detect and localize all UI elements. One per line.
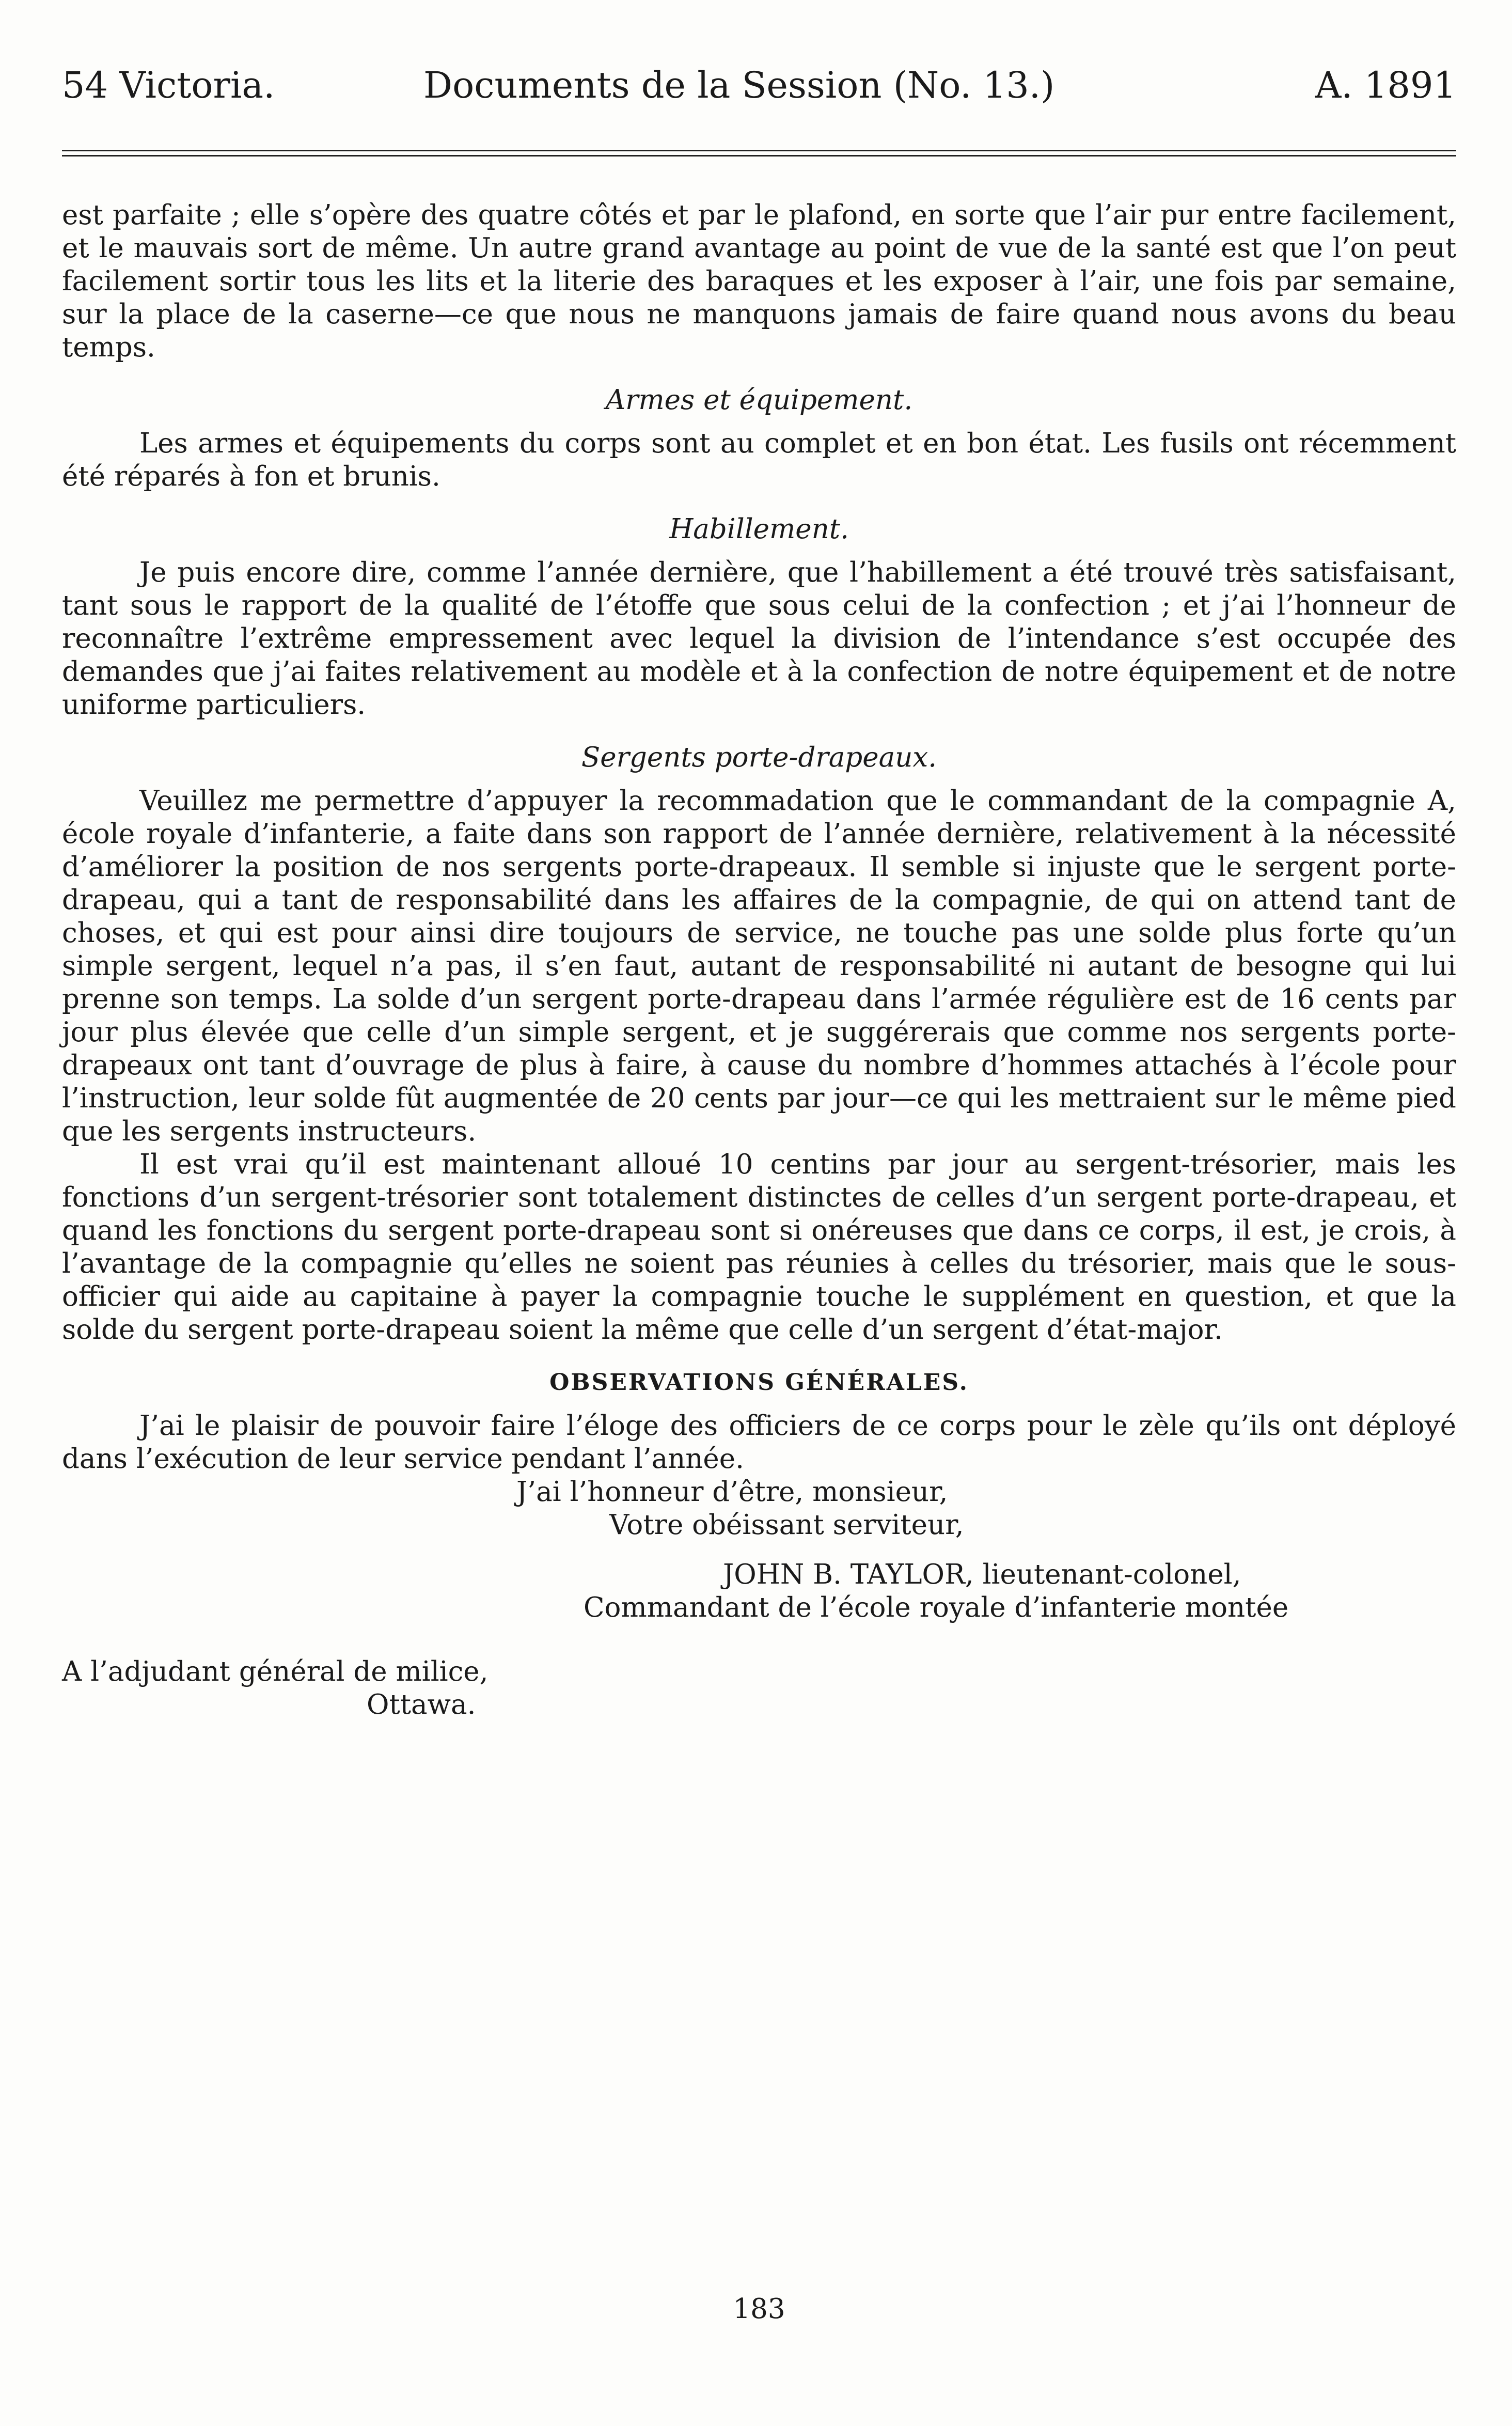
running-header [62,57,1456,114]
page-number: 183 [733,2293,785,2325]
header-volume: 54 Victoria. [62,64,275,106]
header-rule-top [62,150,1456,151]
paragraph-observations: J’ai le plaisir de pouvoir faire l’éloge des officiers de ce corps pour le zèle qu’ils ont déployé dans l’exécution de leur service pendant l’année. [62,1410,1456,1475]
closing-servant: Votre obéissant serviteur, [609,1509,964,1541]
heading-armes: Armes et équipement. [605,384,913,416]
paragraph-sergents: Veuillez me permettre d’appuyer la recommadation que le commandant de la compagnie A, école royale d’infanterie, a faite dans son rapport de l’année dernière, relativement à la nécessité d’améliorer la position de nos sergents porte-drapeaux. Il semble si injuste que le sergent porte-drapeau, qui a tant de responsabilité dans les affaires de la compagnie, de qui on attend tant de choses, et qui est pour ainsi dire toujours de service, ne touche pas une solde plus forte qu’un simple sergent, lequel n’a pas, il s’en faut, autant de responsabilité ni autant de besogne qui lui prenne son temps. La solde d’un sergent porte-drapeau dans l’armée régulière est de 16 cents par jour plus élevée que celle d’un simple sergent, et je suggérerais que comme nos sergents porte-drapeaux ont tant d’ouvrage de plus à faire, à cause du nombre d’hommes attachés à l’école pour l’instruction, leur solde fût augmentée de 20 cents par jour—ce qui les mettraient sur le même pied que les sergents instructeurs. [62,785,1456,1147]
signature-title: Commandant de l’école royale d’infanterie montée [584,1592,1289,1623]
header-rule-bottom [62,155,1456,156]
paragraph-habillement: Je puis encore dire, comme l’année dernière, que l’habillement a été trouvé très satisfaisant, tant sous le rapport de la qualité de l’étoffe que sous celui de la confection ; et j’ai l’honneur de reconnaître l’extrême empressement avec lequel la division de l’intendance s’est occupée des demandes que j’ai faites relativement au modèle et à la confection de notre équipement et de notre uniforme particuliers. [62,557,1456,721]
document-page [62,0,1456,2426]
header-title: Documents de la Session (No. 13.) [423,64,1055,106]
paragraph-armes: Les armes et équipements du corps sont au complet et en bon état. Les fusils ont récemment été réparés à fon et brunis. [62,428,1456,492]
body-text [62,199,1456,1721]
heading-sergents: Sergents porte-drapeaux. [581,742,937,773]
paragraph-ventilation: est parfaite ; elle s’opère des quatre côtés et par le plafond, en sorte que l’air pur entre facilement, et le mauvais sort de même. Un autre grand avantage au point de vue de la santé est que l’on peut facilement sortir tous les lits et la literie des baraques et les exposer à l’air, une fois par semaine, sur la place de la caserne—ce que nous ne manquons jamais de faire quand nous avons du beau temps. [62,199,1456,363]
heading-habillement: Habillement. [669,513,849,545]
signature-name: JOHN B. TAYLOR, lieutenant-colonel, [723,1559,1241,1590]
paragraph-sergent-tresorier: Il est vrai qu’il est maintenant alloué 10 centins par jour au sergent-trésorier, mais les fonctions d’un sergent-trésorier sont totalement distinctes de celles d’un sergent porte-drapeau, et quand les fonctions du sergent porte-drapeau sont si onéreuses que dans ce corps, il est, je crois, à l’avantage de la compagnie qu’elles ne soient pas réunies à celles du trésorier, mais que le sous-officier qui aide au capitaine à payer la compagnie touche le supplément en question, et que la solde du sergent porte-drapeau soient la même que celle d’un sergent d’état-major. [62,1149,1456,1345]
address-recipient: A l’adjudant général de milice, [62,1656,489,1687]
heading-observations: OBSERVATIONS GÉNÉRALES. [549,1369,969,1396]
address-city: Ottawa. [367,1689,476,1720]
closing-salutation: J’ai l’honneur d’être, monsieur, [516,1476,948,1508]
header-year: A. 1891 [1315,64,1456,106]
